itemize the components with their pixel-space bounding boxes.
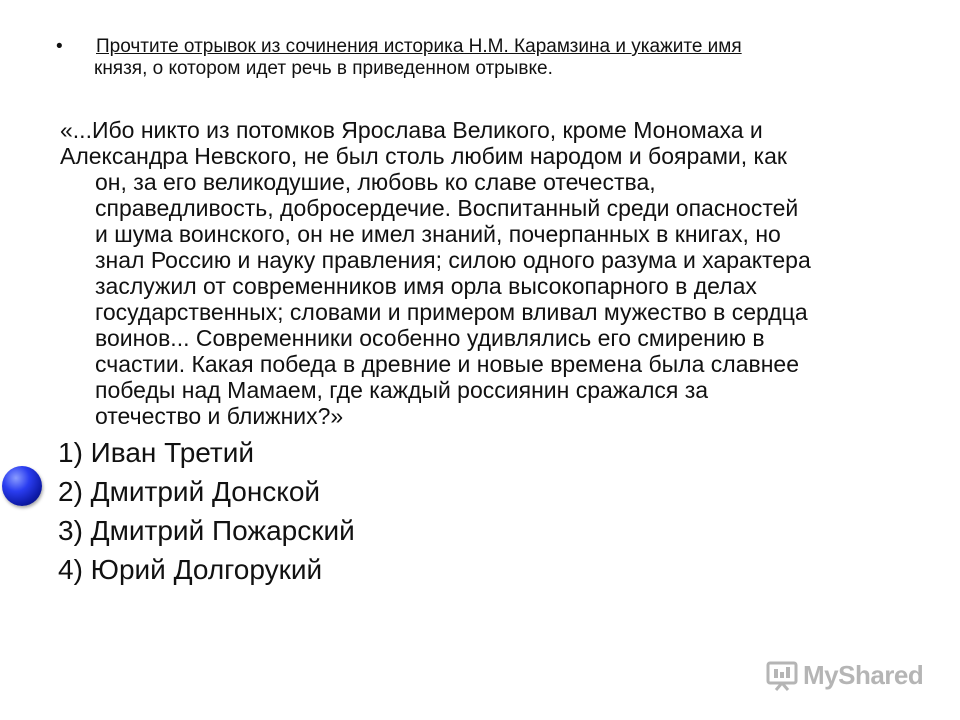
presentation-icon	[765, 658, 799, 692]
quote-line: воинов... Современники особенно удивлялись его смирению в	[95, 325, 765, 351]
watermark-text: MyShared	[803, 659, 924, 690]
quote-line: победы над Мамаем, где каждый россиянин сражался за	[95, 377, 709, 403]
answer-option-4[interactable]: 4) Юрий Долгорукий	[58, 554, 323, 585]
answer-option-2[interactable]: 2) Дмитрий Донской	[58, 476, 321, 507]
bullet-point: •	[56, 36, 63, 57]
answer-option-1[interactable]: 1) Иван Третий	[58, 437, 255, 468]
task-instruction	[56, 36, 926, 80]
answer-selection-marker-icon	[2, 466, 42, 506]
answer-options	[58, 433, 758, 589]
quote-line: знал Россию и науку правления; силою одного разума и характера	[95, 247, 811, 273]
quote-line: Александра Невского, не был столь любим народом и боярами, как	[60, 143, 787, 169]
quote-line: отечество и ближних?»	[95, 403, 344, 429]
quote-line: справедливость, добросердечие. Воспитанный среди опасностей	[95, 195, 799, 221]
answer-option-3[interactable]: 3) Дмитрий Пожарский	[58, 515, 355, 546]
quote-line: государственных; словами и примером вливал мужество в сердца	[95, 299, 808, 325]
task-line-1: Прочтите отрывок из сочинения историка Н.М. Карамзина и укажите имя	[96, 36, 742, 57]
quote-line: он, за его великодушие, любовь ко славе отечества,	[95, 169, 656, 195]
quote-passage	[60, 117, 940, 429]
quote-line: заслужил от современников имя орла высокопарного в делах	[95, 273, 757, 299]
quote-line: «...Ибо никто из потомков Ярослава Великого, кроме Мономаха и	[60, 117, 763, 143]
quote-line: и шума воинского, он не имел знаний, почерпанных в книгах, но	[95, 221, 781, 247]
task-text	[96, 36, 926, 80]
quote-line: счастии. Какая победа в древние и новые времена была славнее	[95, 351, 800, 377]
task-line-2: князя, о котором идет речь в приведенном отрывке.	[94, 58, 553, 79]
watermark	[765, 655, 923, 695]
